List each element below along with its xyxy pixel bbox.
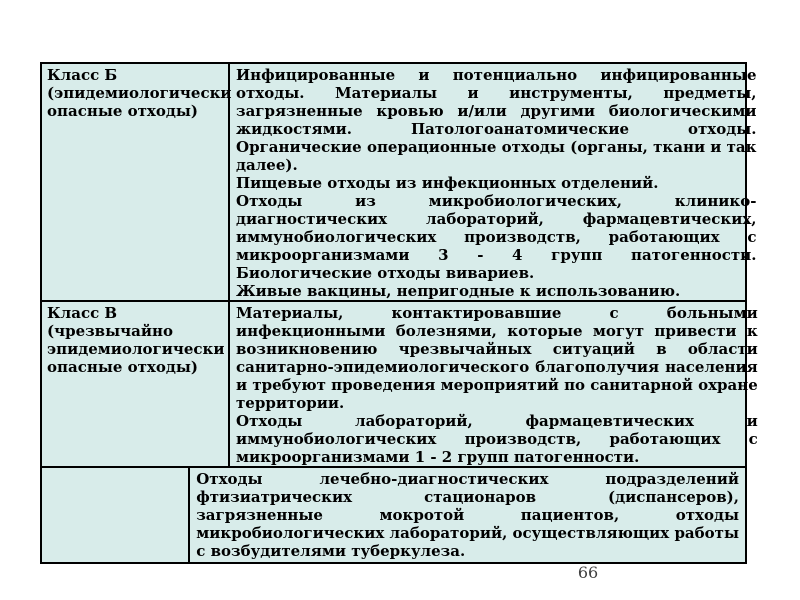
description-line: иммунобиологических производств, работающих с <box>236 228 757 246</box>
description-line: территории. <box>236 394 345 412</box>
description-line: диагностических лабораторий, фармацевтических, <box>236 210 757 228</box>
table-row-class-v <box>42 302 758 468</box>
class-label-line: (чрезвычайно <box>47 322 173 340</box>
class-label-line: опасные отходы) <box>47 358 198 376</box>
description-line: Биологические отходы вивариев. <box>236 264 535 282</box>
cell-class-v-label <box>42 302 230 466</box>
description-line: микробиологических лабораторий, осуществляющих работы <box>196 524 739 542</box>
description-line: жидкостями. Патологоанатомические отходы. <box>236 120 757 138</box>
class-label-line: эпидемиологически <box>47 340 225 358</box>
description-line: далее). <box>236 156 298 174</box>
cell-phthisiatric-description <box>190 468 745 562</box>
description-line: Отходы из микробиологических, клинико- <box>236 192 757 210</box>
slide-page-number: 66 <box>577 563 599 582</box>
description-line: фтизиатрических стационаров (диспансеров), <box>196 488 739 506</box>
description-line: с возбудителями туберкулеза. <box>196 542 466 560</box>
description-line: Органические операционные отходы (органы, ткани и так <box>236 138 757 156</box>
description-line: загрязненные мокротой пациентов, отходы <box>196 506 739 524</box>
table-row-class-b <box>42 64 757 302</box>
cell-class-b-description <box>230 64 763 300</box>
class-label-line: Класс В <box>47 304 118 322</box>
description-line: инфекционными болезнями, которые могут привести к <box>236 322 758 340</box>
class-label-line: (эпидемиологически <box>47 84 232 102</box>
description-line: и требуют проведения мероприятий по санитарной охране <box>236 376 758 394</box>
waste-classes-table <box>40 62 758 564</box>
description-line: микроорганизмами 1 - 2 групп патогенности. <box>236 448 640 466</box>
description-line: Инфицированные и потенциально инфицированные <box>236 66 757 84</box>
description-line: Отходы лечебно-диагностических подразделений <box>196 470 739 488</box>
description-line: Отходы лабораторий, фармацевтических и <box>236 412 758 430</box>
cell-class-v-description <box>230 302 764 466</box>
cell-class-b-label <box>42 64 230 300</box>
class-label-line: Класс Б <box>47 66 118 84</box>
cell-empty-label <box>42 468 190 562</box>
class-label-line: опасные отходы) <box>47 102 198 120</box>
description-line: загрязненные кровью и/или другими биологическими <box>236 102 757 120</box>
description-line: микроорганизмами 3 - 4 групп патогенности. <box>236 246 757 264</box>
table-row-class-v-continued <box>42 468 745 562</box>
description-line: Материалы, контактировавшие с больными <box>236 304 758 322</box>
description-line: возникновению чрезвычайных ситуаций в области <box>236 340 758 358</box>
description-line: санитарно-эпидемиологического благополучия населения <box>236 358 758 376</box>
description-line: Живые вакцины, непригодные к использованию. <box>236 282 681 300</box>
description-line: иммунобиологических производств, работающих с <box>236 430 758 448</box>
description-line: Пищевые отходы из инфекционных отделений. <box>236 174 659 192</box>
description-line: отходы. Материалы и инструменты, предметы, <box>236 84 757 102</box>
